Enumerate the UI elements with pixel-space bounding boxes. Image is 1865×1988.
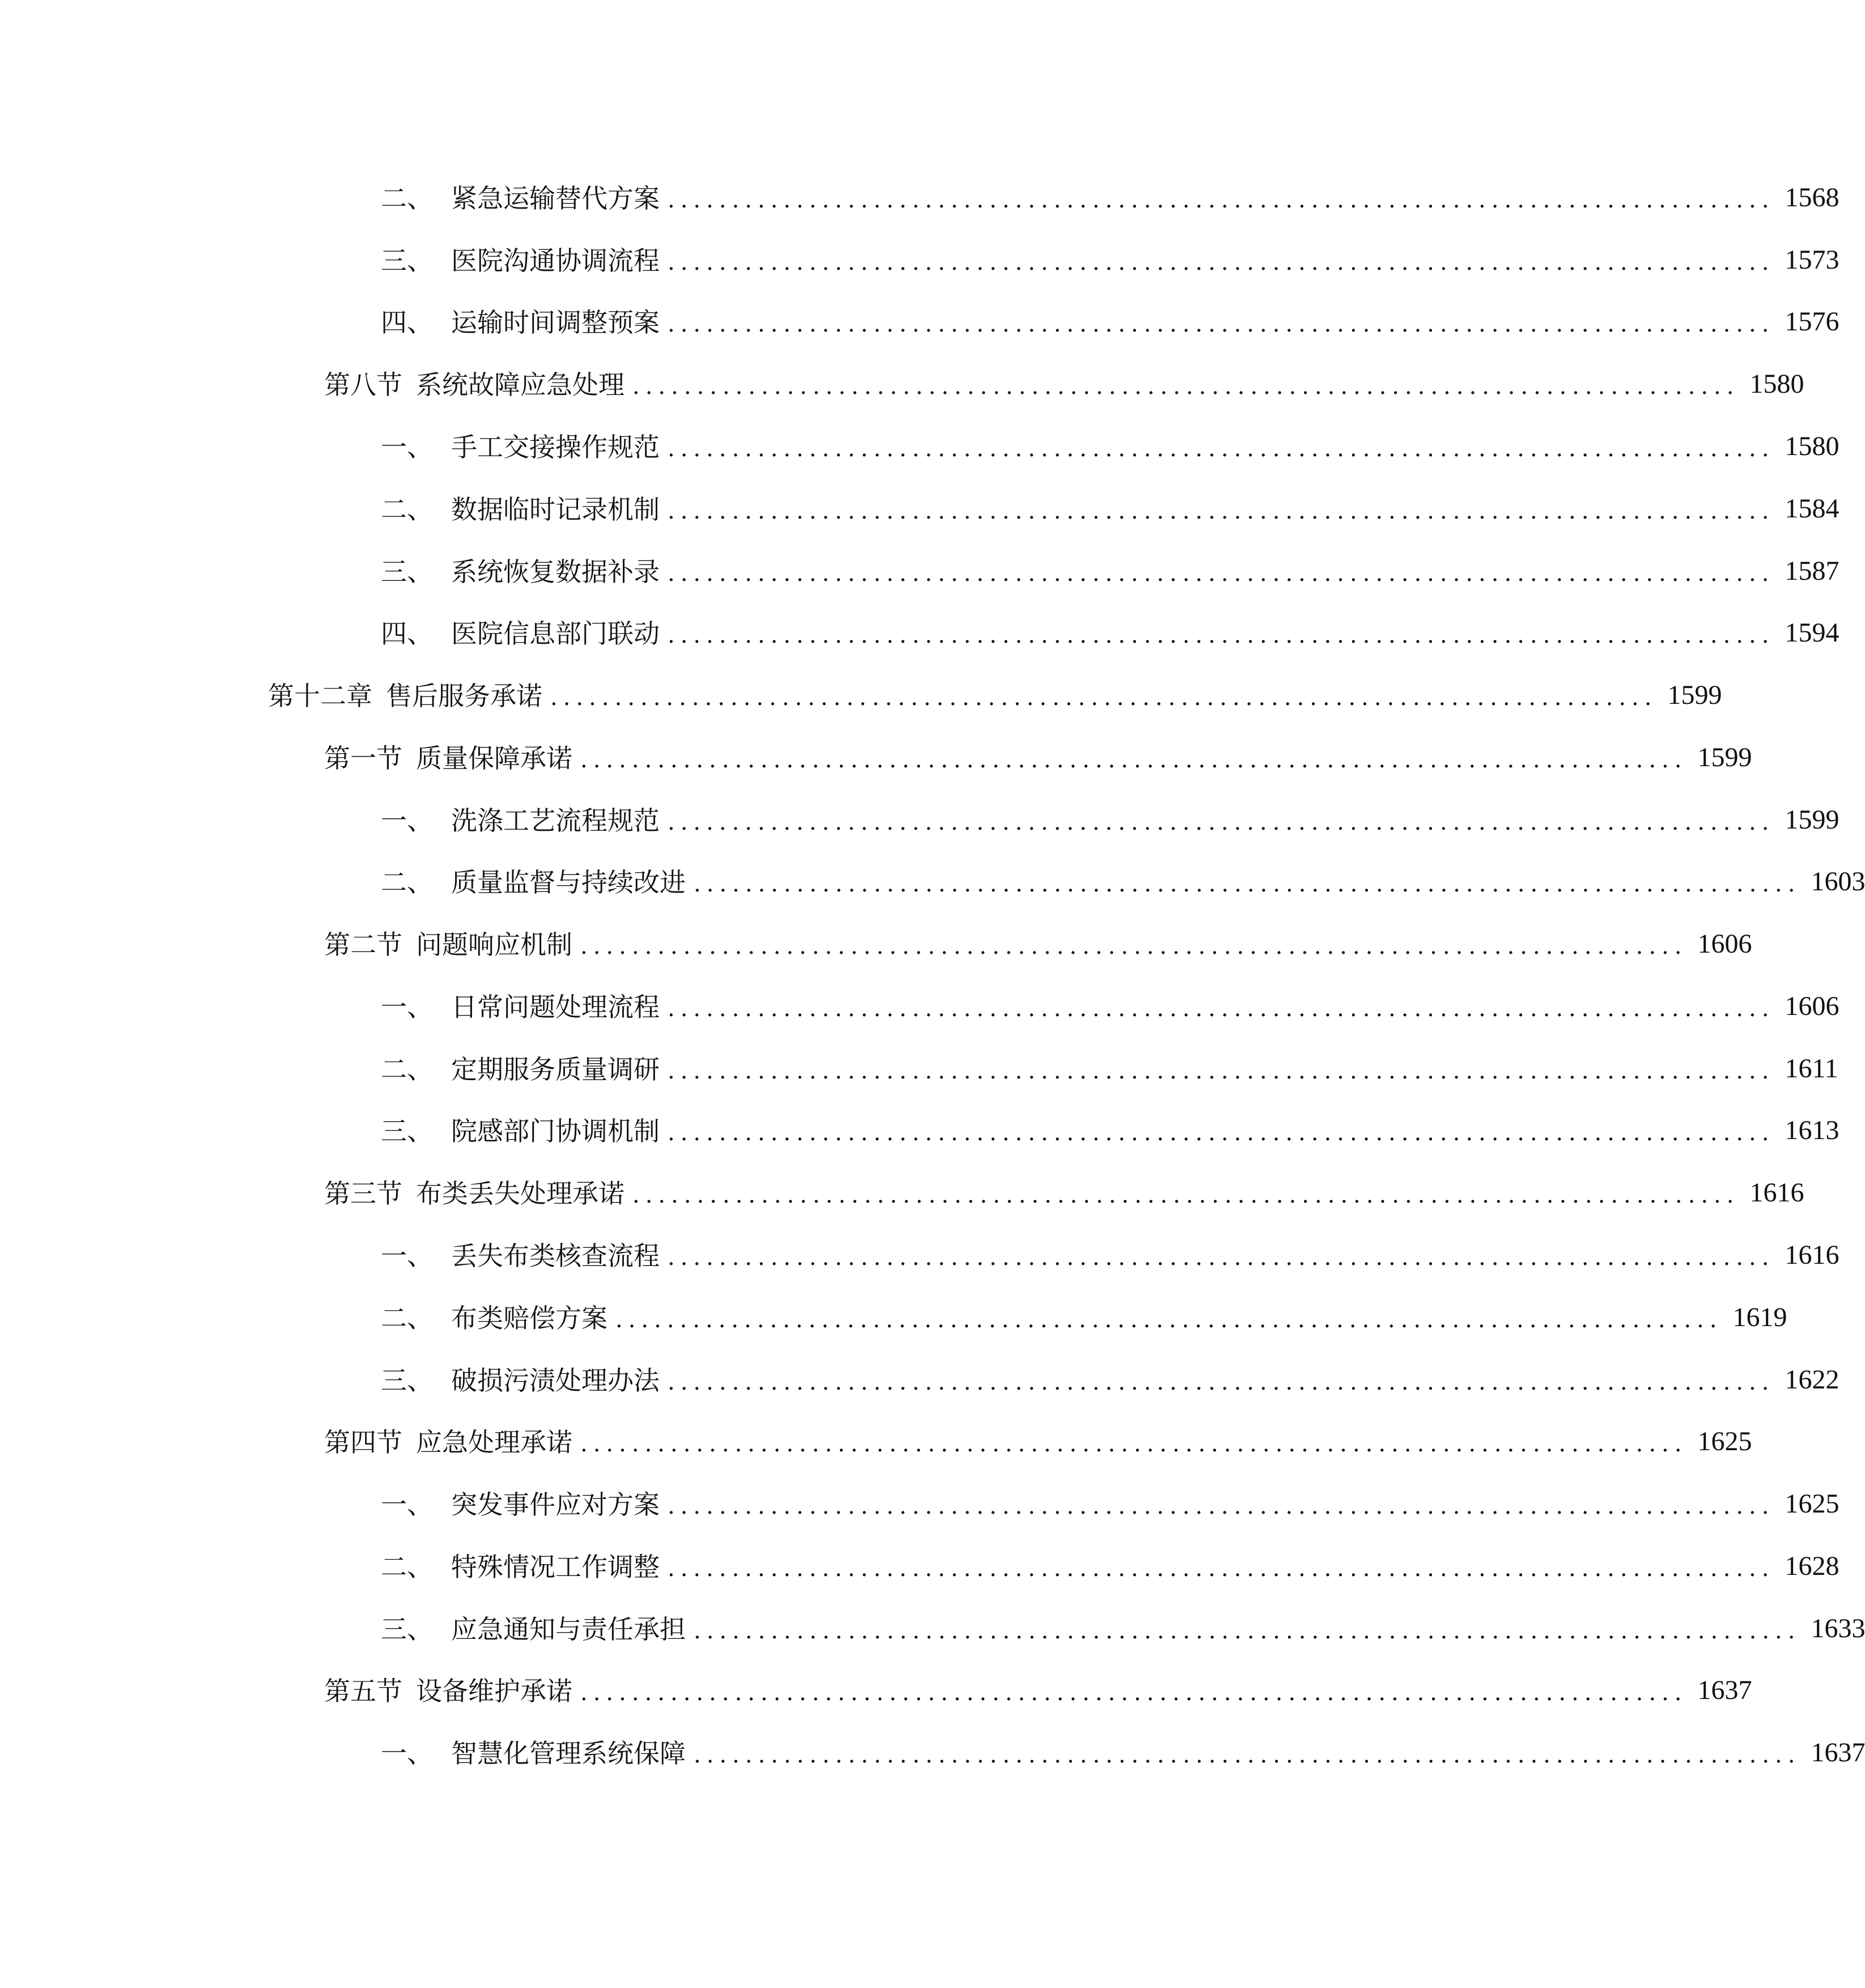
- toc-entry-prefix: 二、: [381, 1303, 433, 1333]
- toc-entry[interactable]: [381, 415, 1839, 462]
- toc-leader-dots: ......................................................................................: [694, 871, 1801, 897]
- toc-entry-prefix: 第十二章: [268, 681, 372, 711]
- toc-entry-title: 数据临时记录机制: [451, 494, 660, 525]
- toc-entry-prefix: 四、: [381, 307, 433, 338]
- toc-entry-prefix: 一、: [381, 805, 433, 836]
- toc-entry-prefix: 二、: [381, 494, 433, 525]
- toc-entry-title: 问题响应机制: [416, 929, 572, 960]
- toc-entry-prefix: 第八节: [324, 369, 402, 400]
- toc-entry-page: 1606: [1785, 991, 1839, 1021]
- toc-entry[interactable]: [381, 1286, 1787, 1333]
- toc-entry[interactable]: [381, 290, 1839, 338]
- toc-entry[interactable]: [381, 477, 1839, 525]
- toc-entry-title: 应急通知与责任承担: [451, 1614, 686, 1645]
- toc-entry[interactable]: [324, 1659, 1752, 1706]
- toc-entry-title: 突发事件应对方案: [451, 1489, 660, 1520]
- toc-entry-title: 日常问题处理流程: [451, 992, 660, 1022]
- toc-leader-dots: ......................................................................................: [668, 249, 1775, 275]
- toc-entry-title: 破损污渍处理办法: [451, 1365, 660, 1396]
- toc-leader-dots: ......................................................................................: [668, 498, 1775, 524]
- toc-entry-title: 院感部门协调机制: [451, 1116, 660, 1146]
- toc-leader-dots: ......................................................................................: [668, 187, 1775, 213]
- toc-entry[interactable]: [381, 1348, 1839, 1396]
- toc-leader-dots: ......................................................................................: [694, 1618, 1801, 1644]
- toc-leader-dots: ......................................................................................: [668, 1556, 1775, 1582]
- toc-entry[interactable]: [381, 1597, 1865, 1645]
- toc-entry-prefix: 二、: [381, 1552, 433, 1582]
- toc-entry-prefix: 第四节: [324, 1427, 402, 1458]
- toc-entry-page: 1587: [1785, 556, 1839, 586]
- toc-entry[interactable]: [268, 664, 1722, 711]
- toc-entry-page: 1611: [1785, 1054, 1838, 1084]
- toc-leader-dots: ......................................................................................: [580, 933, 1688, 959]
- toc-entry-page: 1576: [1785, 307, 1839, 337]
- toc-entry-prefix: 四、: [381, 618, 433, 649]
- toc-entry-page: 1603: [1811, 866, 1865, 897]
- toc-entry-title: 医院信息部门联动: [451, 618, 660, 649]
- toc-entry[interactable]: [324, 912, 1752, 960]
- toc-entry-page: 1625: [1697, 1426, 1752, 1456]
- toc-entry-page: 1622: [1785, 1365, 1839, 1395]
- toc-entry-prefix: 三、: [381, 245, 433, 276]
- toc-entry-prefix: 一、: [381, 1489, 433, 1520]
- toc-entry-prefix: 第二节: [324, 929, 402, 960]
- toc-entry-page: 1580: [1785, 431, 1839, 461]
- toc-entry[interactable]: [381, 601, 1839, 649]
- toc-entry-title: 医院沟通协调流程: [451, 245, 660, 276]
- toc-entry-prefix: 一、: [381, 992, 433, 1022]
- toc-entry[interactable]: [381, 166, 1839, 214]
- toc-entry-title: 设备维护承诺: [416, 1676, 572, 1706]
- toc-entry[interactable]: [324, 726, 1752, 774]
- toc-entry-prefix: 第三节: [324, 1178, 402, 1209]
- toc-entry-prefix: 一、: [381, 1241, 433, 1271]
- toc-entry-page: 1616: [1749, 1178, 1804, 1208]
- toc-leader-dots: ......................................................................................: [632, 373, 1740, 400]
- toc-leader-dots: ......................................................................................: [668, 809, 1775, 835]
- toc-entry-prefix: 一、: [381, 1738, 433, 1769]
- toc-entry[interactable]: [381, 1721, 1865, 1769]
- toc-entry-page: 1619: [1732, 1302, 1787, 1332]
- toc-entry-page: 1573: [1785, 245, 1839, 275]
- toc-entry[interactable]: [381, 788, 1839, 836]
- toc-entry-title: 紧急运输替代方案: [451, 183, 660, 214]
- toc-entry-title: 布类赔偿方案: [451, 1303, 607, 1333]
- toc-entry-title: 系统恢复数据补录: [451, 557, 660, 587]
- toc-entry-prefix: 一、: [381, 432, 433, 462]
- toc-entry-prefix: 第五节: [324, 1676, 402, 1706]
- toc-entry-page: 1628: [1785, 1551, 1839, 1581]
- toc-leader-dots: ......................................................................................: [580, 1431, 1688, 1457]
- toc-leader-dots: ......................................................................................: [668, 1244, 1775, 1271]
- toc-entry-title: 质量保障承诺: [416, 743, 572, 774]
- toc-entry-page: 1625: [1785, 1489, 1839, 1519]
- toc-entry-page: 1599: [1785, 805, 1839, 835]
- toc-entry-title: 系统故障应急处理: [416, 369, 625, 400]
- toc-entry[interactable]: [381, 850, 1865, 898]
- toc-entry-title: 定期服务质量调研: [451, 1054, 660, 1085]
- toc-entry-title: 智慧化管理系统保障: [451, 1738, 686, 1769]
- toc-entry[interactable]: [381, 975, 1839, 1022]
- toc-entry[interactable]: [324, 1161, 1804, 1209]
- toc-entry-page: 1637: [1811, 1738, 1865, 1768]
- toc-entry[interactable]: [381, 1224, 1839, 1271]
- toc-entry-prefix: 二、: [381, 1054, 433, 1085]
- toc-entry-page: 1633: [1811, 1613, 1865, 1643]
- toc-entry-title: 洗涤工艺流程规范: [451, 805, 660, 836]
- toc-entry-prefix: 三、: [381, 1116, 433, 1146]
- toc-leader-dots: ......................................................................................: [668, 1369, 1775, 1395]
- toc-leader-dots: ......................................................................................: [550, 685, 1658, 711]
- toc-entry-title: 丢失布类核查流程: [451, 1241, 660, 1271]
- toc-entry-prefix: 第一节: [324, 743, 402, 774]
- toc-leader-dots: ......................................................................................: [694, 1742, 1801, 1768]
- toc-entry-page: 1599: [1697, 742, 1752, 772]
- toc-leader-dots: ......................................................................................: [668, 560, 1775, 587]
- toc-leader-dots: ......................................................................................: [615, 1307, 1723, 1333]
- toc-entry-title: 应急处理承诺: [416, 1427, 572, 1458]
- toc-entry-page: 1613: [1785, 1115, 1839, 1145]
- toc-entry[interactable]: [381, 1099, 1839, 1146]
- toc-leader-dots: ......................................................................................: [668, 1493, 1775, 1519]
- toc-entry-title: 质量监督与持续改进: [451, 867, 686, 898]
- toc-entry-title: 手工交接操作规范: [451, 432, 660, 462]
- toc-entry[interactable]: [381, 1535, 1839, 1582]
- toc-leader-dots: ......................................................................................: [668, 996, 1775, 1022]
- toc-leader-dots: ......................................................................................: [668, 1058, 1775, 1084]
- toc-entry[interactable]: [381, 228, 1839, 276]
- toc-entry-prefix: 三、: [381, 1365, 433, 1396]
- toc-entry[interactable]: [324, 1410, 1752, 1458]
- toc-leader-dots: ......................................................................................: [668, 311, 1775, 337]
- toc-entry[interactable]: [324, 352, 1804, 400]
- toc-entry[interactable]: [381, 1037, 1838, 1085]
- toc-entry-page: 1568: [1785, 182, 1839, 213]
- toc-entry-prefix: 二、: [381, 867, 433, 898]
- toc-entry-page: 1616: [1785, 1240, 1839, 1270]
- toc-leader-dots: ......................................................................................: [632, 1182, 1740, 1208]
- toc-entry-prefix: 二、: [381, 183, 433, 214]
- toc-leader-dots: ......................................................................................: [668, 436, 1775, 462]
- toc-entry[interactable]: [381, 540, 1839, 587]
- toc-entry-page: 1580: [1749, 369, 1804, 399]
- toc-leader-dots: ......................................................................................: [668, 622, 1775, 648]
- toc-entry-title: 布类丢失处理承诺: [416, 1178, 625, 1209]
- toc-entry-page: 1599: [1667, 680, 1722, 710]
- toc-entry-title: 售后服务承诺: [386, 681, 542, 711]
- toc-leader-dots: ......................................................................................: [580, 747, 1688, 773]
- toc-entry[interactable]: [381, 1472, 1839, 1520]
- toc-entry-prefix: 三、: [381, 1614, 433, 1645]
- toc-entry-page: 1594: [1785, 618, 1839, 648]
- toc-entry-page: 1584: [1785, 494, 1839, 524]
- toc-entry-page: 1606: [1697, 929, 1752, 959]
- toc-entry-prefix: 三、: [381, 557, 433, 587]
- toc-entry-title: 运输时间调整预案: [451, 307, 660, 338]
- toc-entry-title: 特殊情况工作调整: [451, 1552, 660, 1582]
- toc-leader-dots: ......................................................................................: [580, 1680, 1688, 1706]
- toc-leader-dots: ......................................................................................: [668, 1120, 1775, 1146]
- toc-entry-page: 1637: [1697, 1675, 1752, 1705]
